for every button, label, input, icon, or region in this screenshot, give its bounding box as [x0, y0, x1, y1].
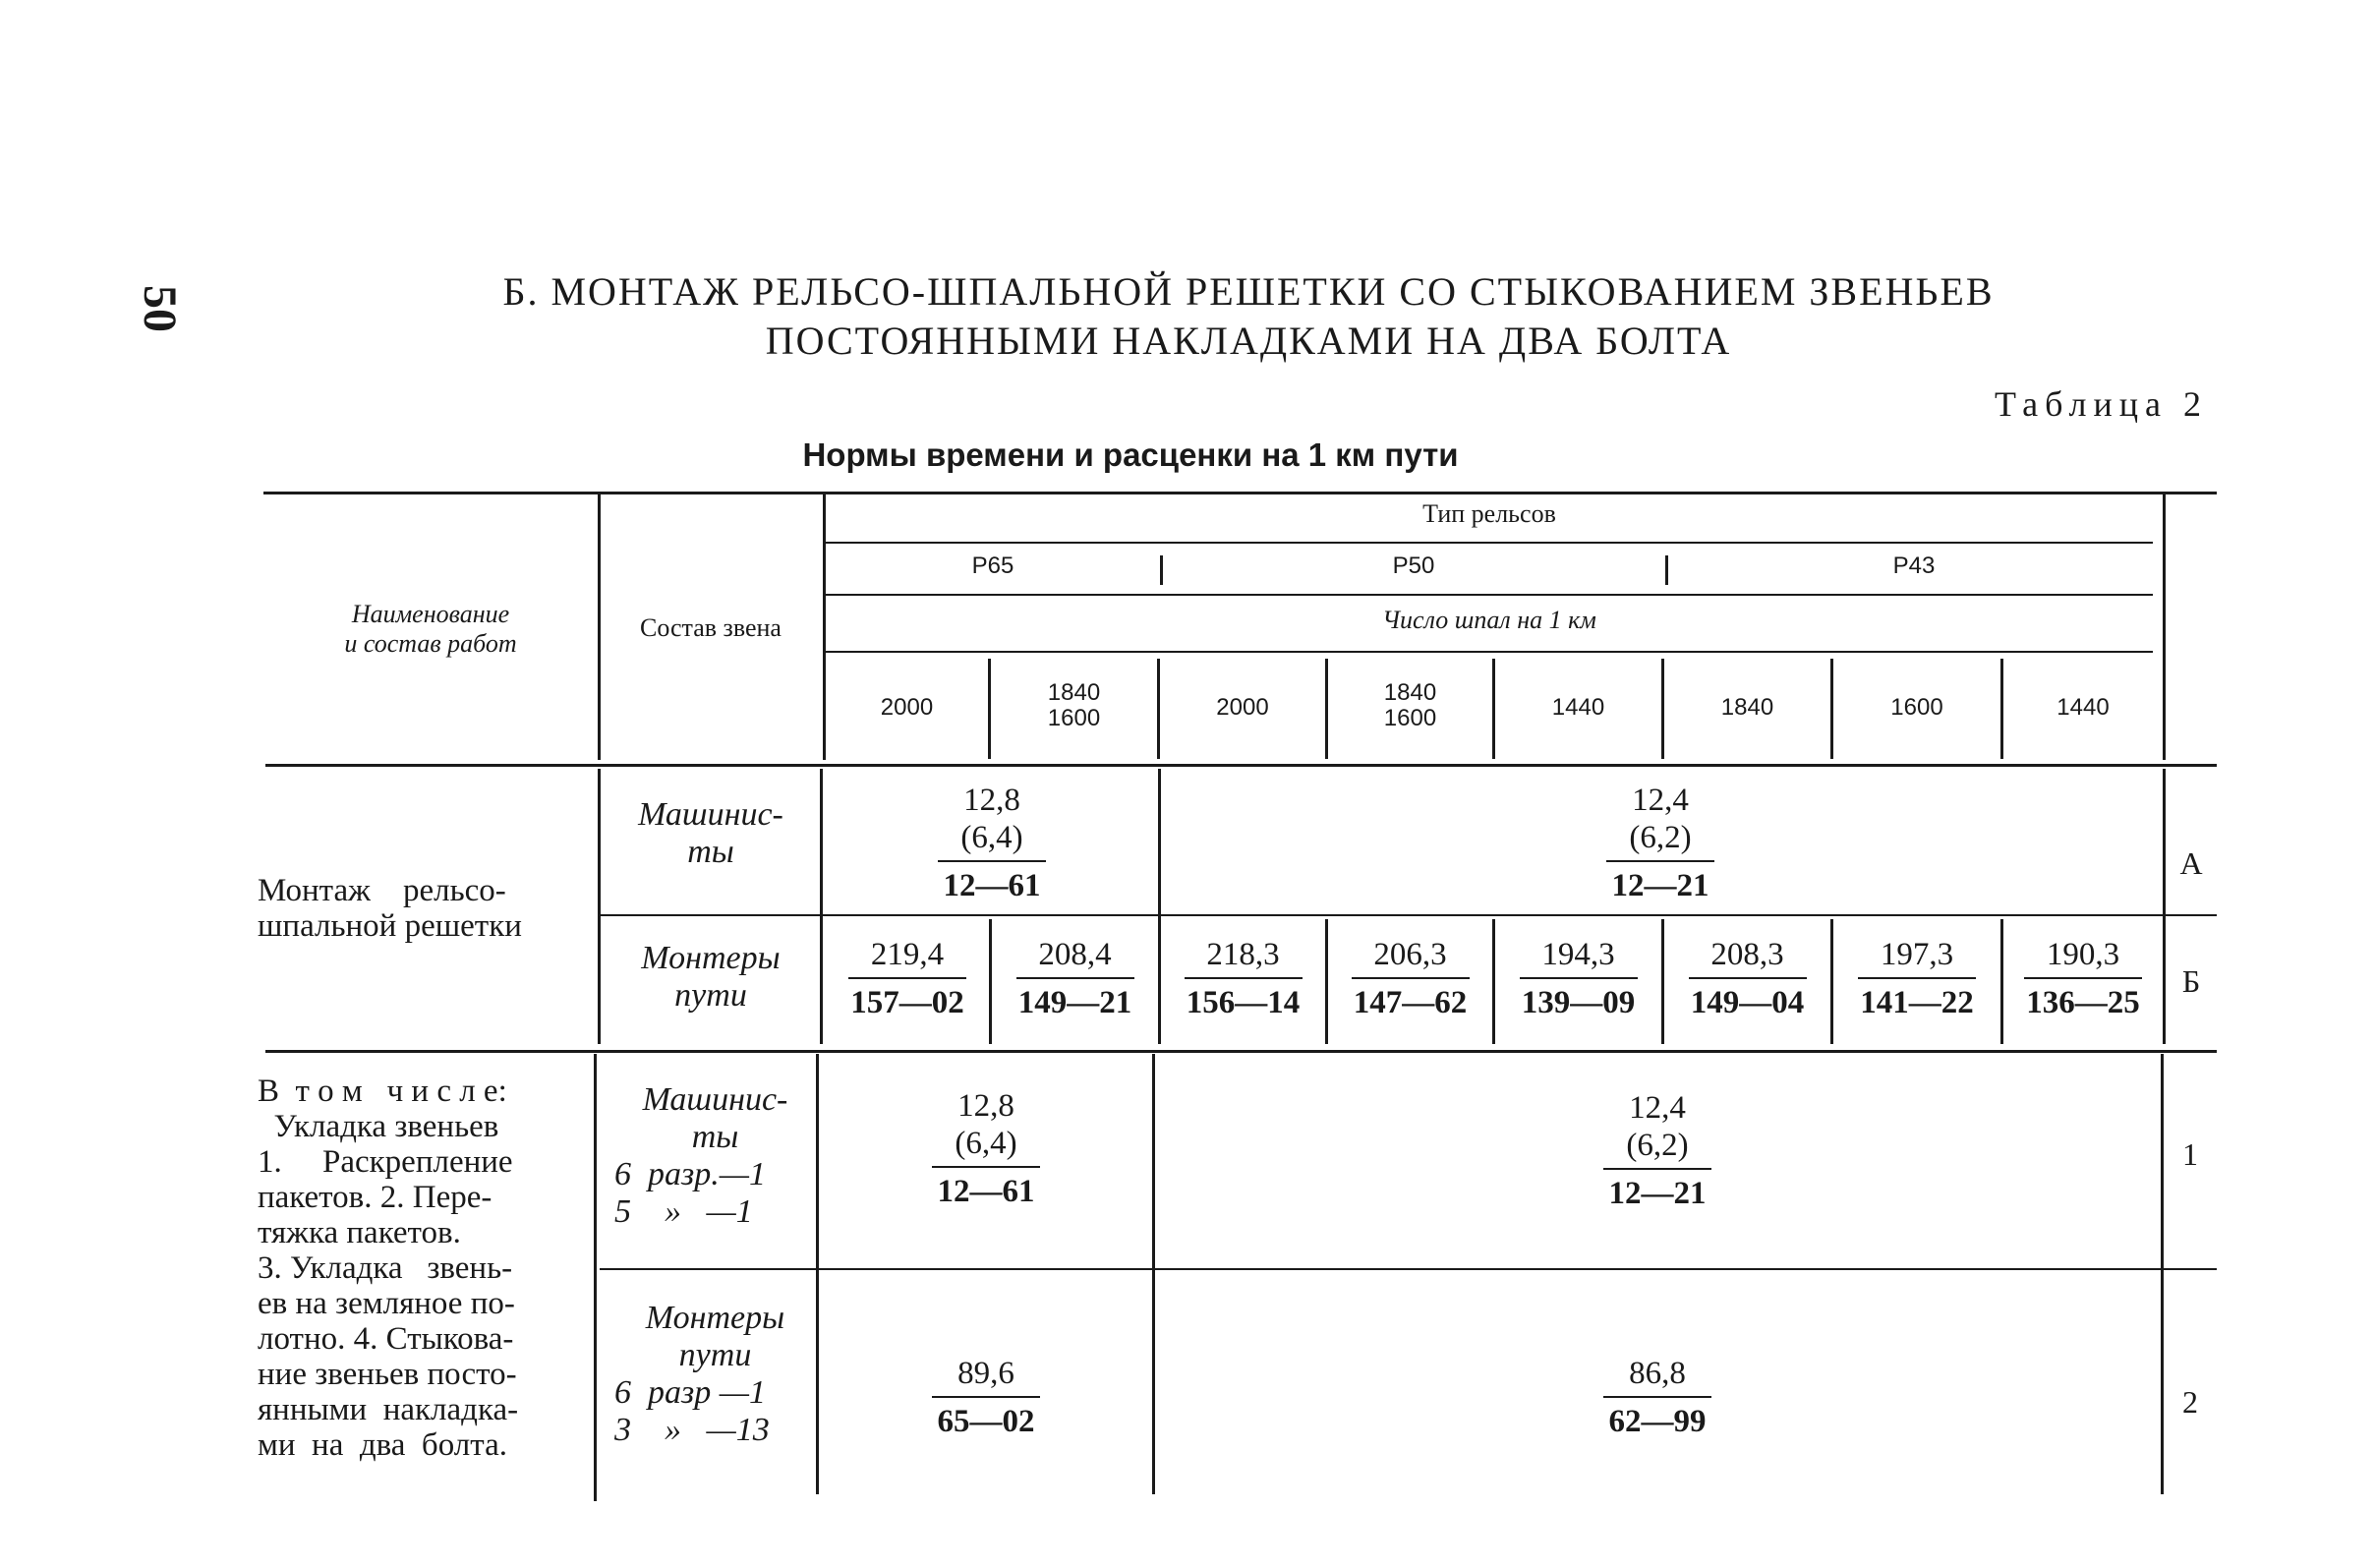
section-heading-line2: ПОСТОЯННЫМИ НАКЛАДКАМИ НА ДВА БОЛТА — [765, 319, 1732, 363]
row-fitters-letter: Б — [2181, 963, 2201, 999]
fitters-value-cell — [2003, 936, 2163, 1022]
fitters-value-cell — [1833, 936, 2000, 1022]
fraction-bar — [1689, 977, 1807, 979]
row-sub-fitters-crew: Монтеры пути 6 разр —1 3 » —13 — [614, 1300, 785, 1448]
row-sub-machinists-r65-value: 12,8 (6,4) 12—61 — [820, 1087, 1152, 1211]
fitters-value-cell — [1161, 936, 1325, 1022]
table-title: Нормы времени и расценки на 1 км пути — [802, 436, 1459, 473]
fitters-value-top: 190,3 — [2046, 937, 2120, 972]
header-crew: Состав звена — [640, 613, 782, 642]
fraction-bar — [2024, 977, 2142, 979]
header-rail-r50: Р50 — [1392, 552, 1435, 579]
row-sub-fitters-rest-value: 86,8 62—99 — [1155, 1355, 2160, 1441]
fraction-bar — [848, 977, 966, 979]
fitters-value-top: 208,3 — [1710, 937, 1784, 972]
row-machinists-rest-value: 12,4 (6,2) 12—21 — [1161, 782, 2160, 905]
fitters-value-bottom: 139—09 — [1521, 985, 1636, 1020]
fitters-value-top: 218,3 — [1206, 937, 1280, 972]
fraction-bar — [1185, 977, 1303, 979]
fitters-value-cell — [1664, 936, 1830, 1022]
row-sub-name: В т о м ч и с л е: Укладка звеньев 1. Раскрепление пакетов. 2. Пере- тяжка пакетов. 3. Укладка звень- ев на земляное по- лотно. 4. Стыкова- ние звеньев посто- янными накладка- ми на два болта. — [258, 1074, 519, 1463]
row-sub-fitters-r65-value: 89,6 65—02 — [820, 1355, 1152, 1441]
row-sub-machinists-num: 1 — [2182, 1136, 2198, 1172]
fitters-value-cell — [992, 936, 1158, 1022]
fraction-bar — [1352, 977, 1470, 979]
fitters-value-top: 219,4 — [870, 937, 945, 972]
fitters-value-cell — [1495, 936, 1661, 1022]
row-sub-machinists-rest-value: 12,4 (6,2) 12—21 — [1155, 1089, 2160, 1213]
header-count-7: 1600 — [1890, 694, 1943, 721]
header-rail-r65: Р65 — [971, 552, 1014, 579]
row-main-name: Монтаж рельсо- шпальной решетки — [258, 873, 522, 944]
fitters-value-bottom: 157—02 — [850, 985, 964, 1020]
header-work-name: Наименование и состав работ — [344, 600, 517, 658]
row-machinists-crew: Машинис- ты — [638, 796, 783, 870]
fitters-value-top: 208,4 — [1038, 937, 1112, 972]
fraction-bar — [1520, 977, 1638, 979]
fraction-bar — [1858, 977, 1976, 979]
fitters-value-top: 206,3 — [1373, 937, 1447, 972]
section-heading-line1: Б. МОНТАЖ РЕЛЬСО-ШПАЛЬНОЙ РЕШЕТКИ СО СТЫКОВАНИЕМ ЗВЕНЬЕВ — [502, 269, 1995, 314]
section-heading — [433, 267, 2064, 366]
header-count-5: 1440 — [1551, 694, 1605, 721]
row-machinists-letter: А — [2179, 845, 2203, 881]
fitters-value-bottom: 156—14 — [1186, 985, 1301, 1020]
fitters-value-top: 197,3 — [1880, 937, 1954, 972]
fraction-bar — [1016, 977, 1134, 979]
fitters-value-bottom: 136—25 — [2026, 985, 2140, 1020]
row-fitters-crew: Монтеры пути — [641, 940, 781, 1014]
row-sub-machinists-crew: Машинис- ты 6 разр.—1 5 » —1 — [614, 1081, 788, 1230]
header-count-8: 1440 — [2056, 694, 2110, 721]
fitters-value-cell — [1328, 936, 1492, 1022]
fitters-value-top: 194,3 — [1541, 937, 1615, 972]
header-rail-r43: Р43 — [1892, 552, 1936, 579]
header-count-6: 1840 — [1720, 694, 1774, 721]
header-count-2: 1840 1600 — [1047, 679, 1101, 731]
table-label: Таблица 2 — [1995, 384, 2208, 424]
header-count-1: 2000 — [880, 694, 934, 721]
header-count-3: 2000 — [1216, 694, 1269, 721]
header-count-4: 1840 1600 — [1383, 679, 1437, 731]
page-number: 50 — [134, 285, 186, 332]
fitters-value-cell — [826, 936, 989, 1022]
header-sleepers: Число шпал на 1 км — [1382, 606, 1596, 634]
fitters-value-bottom: 147—62 — [1353, 985, 1468, 1020]
fitters-value-bottom: 149—04 — [1690, 985, 1805, 1020]
fitters-value-bottom: 141—22 — [1860, 985, 1974, 1020]
fitters-value-bottom: 149—21 — [1017, 985, 1132, 1020]
row-sub-fitters-num: 2 — [2182, 1384, 2198, 1420]
row-machinists-r65-value: 12,8 (6,4) 12—61 — [826, 782, 1158, 905]
header-rail-type: Тип рельсов — [1422, 499, 1556, 528]
